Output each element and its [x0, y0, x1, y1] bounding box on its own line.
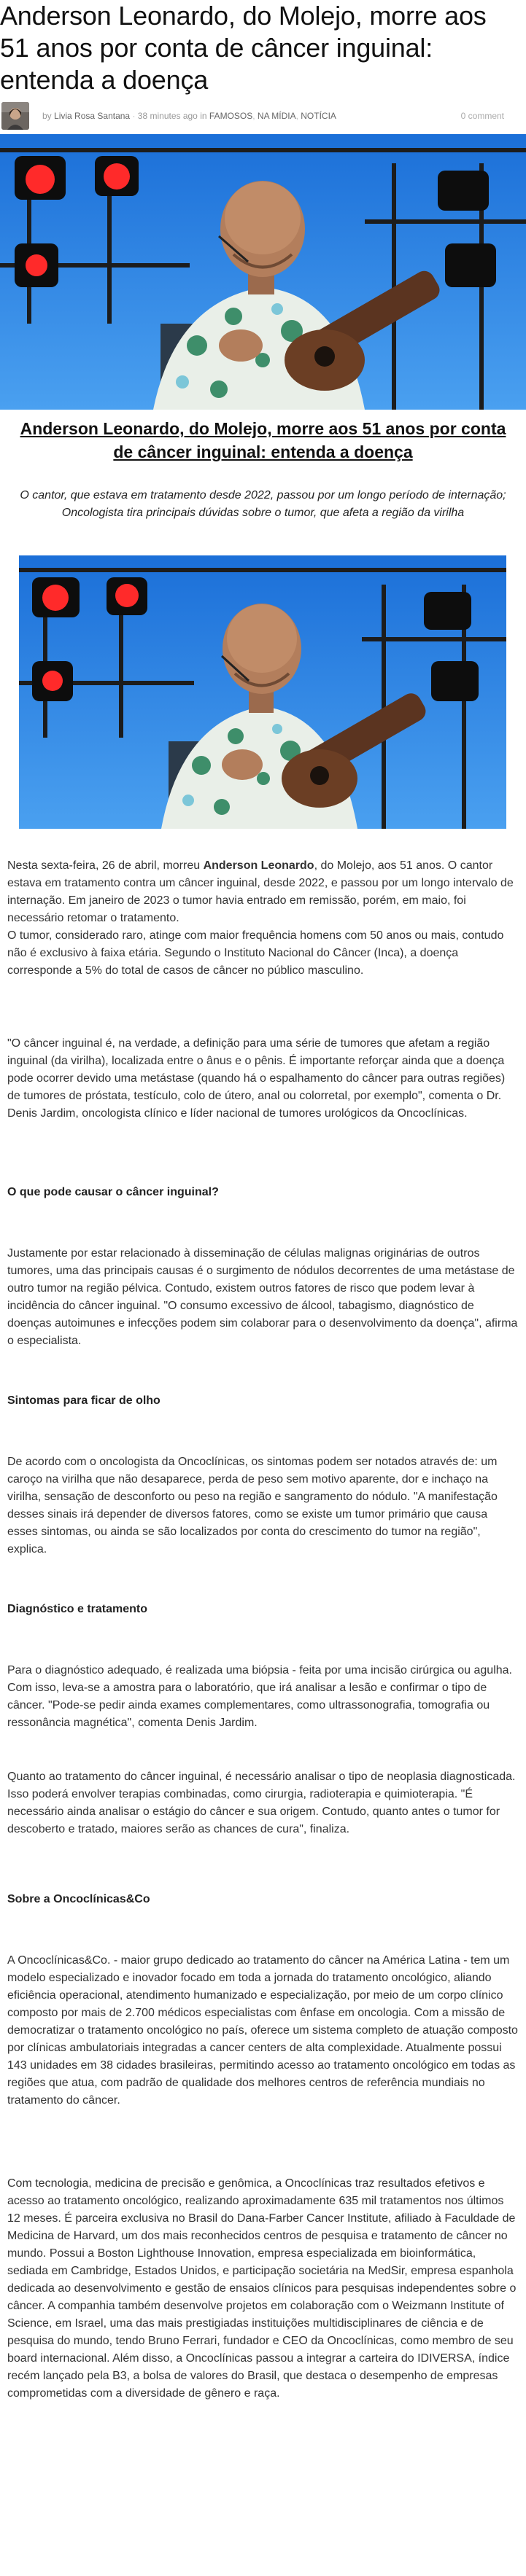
byline: by Livia Rosa Santana · 38 minutes ago in FAMOSOS, NA MÍDIA, NOTÍCIA: [42, 111, 336, 121]
comment-count-link[interactable]: 0 comment: [460, 111, 504, 121]
paragraph: De acordo com o oncologista da Oncoclínicas, os sintomas podem ser notados através de: um caroço na virilha que não desaparece, perda de peso sem motivo aparente, dor e inchaço na virilha, sensação de desconforto ou peso na região e sangramento do nódulo. "A manifestação desses sinais irá depender de diversos fatores, como se existe um tumor primário que causa esses sintomas, ou ainda se são localizados por conta do crescimento do tumor na região", explica.: [7, 1456, 498, 1556]
category-link-famosos[interactable]: FAMOSOS: [209, 111, 253, 121]
byline-by: by: [42, 111, 52, 121]
page-title: Anderson Leonardo, do Molejo, morre aos 51 anos por conta de câncer inguinal: entenda a doença: [0, 1, 487, 95]
quote-paragraph: "O câncer inguinal é, na verdade, a definição para uma série de tumores que afetam a região inguinal (da virilha), localizada entre o ânus e o pênis. É importante reforçar ainda que a doença pode ocorrer devido uma metástase (quando há o espalhamento do câncer para outras regiões) de tumores de próstata, testículo, colo de útero, anal ou colorretal, por exemplo", comenta o Dr. Denis Jardim, oncologista clínico e líder nacional de tumores urológicos da Oncoclínicas.: [7, 1037, 506, 1120]
paragraph-text: Nesta sexta-feira, 26 de abril, morreu: [7, 859, 204, 872]
article-title: Anderson Leonardo, do Molejo, morre aos 51 anos por conta de câncer inguinal: entenda a doença: [20, 419, 506, 461]
singer-photo: [0, 134, 526, 410]
paragraph: O tumor, considerado raro, atinge com maior frequência homens com 50 anos ou mais, contudo não é exclusivo à faixa etária. Segundo o Instituto Nacional do Câncer (Inca), a doença corresponde a 5% do total de casos de câncer no público masculino.: [7, 929, 504, 977]
paragraph: Para o diagnóstico adequado, é realizada uma biópsia - feita por uma incisão cirúrgica ou agulha. Com isso, leva-se a amostra para o laboratório, que irá analisar a lesão e confirmar o tipo de câncer. "Pode-se pedir ainda exames complementares, como ultrassonografia, tomografia ou ressonância magnética", comenta Denis Jardim.: [7, 1664, 512, 1729]
byline-in: in: [200, 111, 207, 121]
paragraph: A Oncoclínicas&Co. - maior grupo dedicado ao tratamento do câncer na América Latina - tem um modelo especializado e inovador focado em toda a jornada do tratamento oncológico, aliando eficiência operacional, atendimento humanizado e especialização, por meio de um corpo clínico composto por mais de 2.700 médicos especialistas com ênfase em oncologia. Com a missão de democratizar o tratamento oncológico no país, oferece um sistema completo de atuação composto por clínicas ambulatoriais integradas a cancer centers de alta complexidade. Atualmente possui 143 unidades em 38 cidades brasileiras, permitindo acesso ao tratamento oncológico em todas as regiões que atua, com padrão de qualidade dos melhores centros de referência mundiais no tratamento do câncer.: [7, 1954, 518, 2107]
article-image: [19, 555, 506, 829]
section-heading: Diagnóstico e tratamento: [7, 1603, 148, 1615]
paragraph: [7, 857, 518, 927]
hero-image: [0, 134, 526, 410]
paragraph: Com tecnologia, medicina de precisão e genômica, a Oncoclínicas traz resultados efetivos e acesso ao tratamento oncológico, realizando aproximadamente 635 mil tratamentos nos últimos 12 meses. É parceira exclusiva no Brasil do Dana-Farber Cancer Institute, afiliado à Faculdade de Medicina de Harvard, um dos mais reconhecidos centros de pesquisa e tratamento de câncer no mundo. Possui a Boston Lighthouse Innovation, empresa especializada em bioinformática, sediada em Cambridge, Estados Unidos, e participação societária na MedSir, empresa espanhola dedicada ao desenvolvimento e gestão de ensaios clínicos para pesquisas independentes sobre o câncer. A companhia também desenvolve projetos em colaboração com o Weizmann Institute of Science, em Israel, uma das mais prestigiadas instituições multidisciplinares de ciência e de pesquisa do mundo, tendo Bruno Ferrari, fundador e CEO da Oncoclínicas, como membro de seu board internacional. Além disso, a Oncoclínicas passou a integrar a carteira do IDIVERSA, índice recém lançado pela B3, a bolsa de valores do Brasil, que destaca o desempenho de empresas comprometidas com a diversidade de gênero e raça.: [7, 2177, 517, 2400]
author-link[interactable]: Livia Rosa Santana: [54, 111, 131, 121]
category-link-na-midia[interactable]: NA MÍDIA: [257, 111, 296, 121]
paragraph-text: , do Molejo, aos 51 anos. O cantor estava em tratamento contra um câncer inguinal, desde 2022, e passou por um longo intervalo de internação. Em janeiro de 2023 o tumor havia entrado em remissão, porém, em maio, foi necessário retomar o tratamento.: [7, 859, 514, 924]
paragraph: Justamente por estar relacionado à disseminação de células malignas originárias de outros tumores, uma das principais causas é o surgimento de nódulos decorrentes de uma metástase de outro tumor na região pélvica. Contudo, existem outros fatores de risco que podem levar à incidência do câncer inguinal. "O consumo excessivo de álcool, tabagismo, diagnóstico de doenças autoimunes e infecções podem sim colaborar para o desenvolvimento da doença", afirma o especialista.: [7, 1247, 518, 1347]
section-heading: O que pode causar o câncer inguinal?: [7, 1186, 219, 1198]
section-heading: Sobre a Oncoclínicas&Co: [7, 1893, 150, 1905]
paragraph: Quanto ao tratamento do câncer inguinal, é necessário analisar o tipo de neoplasia diagnosticada. Isso poderá envolver terapias combinadas, como cirurgia, radioterapia e quimioterapia. "É necessário ainda analisar o estágio do câncer e sua origem. Contudo, quanto antes o tumor for descoberto e tratado, maiores serão as chances de cura", finaliza.: [7, 1771, 516, 1835]
singer-name: Anderson Leonardo: [203, 859, 314, 872]
author-avatar[interactable]: [1, 102, 29, 130]
article-subtitle: O cantor, que estava em tratamento desde 2022, passou por um longo período de internação; Oncologista tira principais dúvidas sobre o tumor, que afeta a região da virilha: [20, 489, 506, 519]
section-heading: Sintomas para ficar de olho: [7, 1394, 160, 1407]
category-link-noticia[interactable]: NOTÍCIA: [301, 111, 336, 121]
post-time: 38 minutes ago: [137, 111, 198, 121]
singer-photo: [19, 555, 506, 829]
post-meta: [0, 102, 526, 130]
